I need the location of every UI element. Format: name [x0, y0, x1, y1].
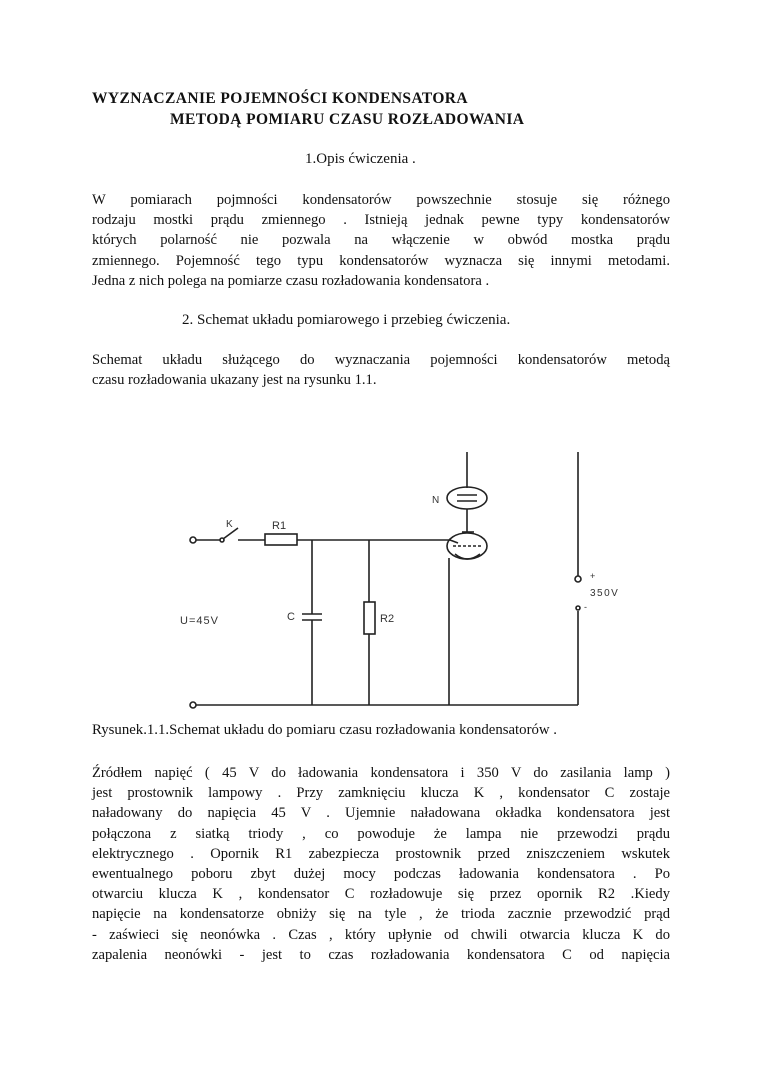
input-terminal-top	[190, 537, 196, 543]
label-n: N	[432, 495, 440, 506]
paragraph-line: połączona z siatką triody , co powoduje że lampa nie przewodzi prądu	[92, 825, 670, 842]
title-line-2: METODĄ POMIARU CZASU ROZŁADOWANIA	[170, 111, 525, 128]
title-line-1: WYZNACZANIE POJEMNOŚCI KONDENSATORA	[92, 90, 468, 107]
paragraph-line: zapalenia neonówki - jest to czas rozładowania kondensatora C od napięcia	[92, 946, 670, 963]
paragraph-line: których polarność nie pozwala na włączenie w obwód mostka prądu	[92, 232, 670, 249]
label-k: K	[226, 519, 233, 530]
section-1-heading: 1.Opis ćwiczenia .	[305, 151, 416, 167]
paragraph-line: otwarciu klucza K , kondensator C rozładowuje się przez opornik R2 .Kiedy	[92, 886, 670, 903]
resistor-r1	[265, 534, 297, 545]
paragraph-line: rodzaju mostki prądu zmiennego . Istnieją jednak pewne typy kondensatorów	[92, 212, 670, 229]
paragraph-line: naładowany do napięcia 45 V . Ujemnie naładowana okładka kondensatora jest	[92, 805, 670, 822]
label-350v: 350V	[590, 588, 620, 599]
supply-terminal-minus	[576, 606, 580, 610]
label-u-45v: U=45V	[180, 615, 219, 627]
label-r2: R2	[380, 613, 395, 625]
paragraph-line: elektrycznego . Opornik R1 zabezpiecza prostownik przed zniszczeniem wskutek	[92, 845, 670, 862]
paragraph-line: ewentualnego poboru zbyt dużej mocy podczas ładowania kondensatora . Po	[92, 865, 670, 882]
section-2-paragraph	[92, 350, 670, 390]
figure-caption: Rysunek.1.1.Schemat układu do pomiaru czasu rozładowania kondensatorów .	[92, 722, 557, 738]
label-minus: -	[584, 602, 587, 612]
input-terminal-bottom	[190, 702, 196, 708]
supply-terminal-plus	[575, 576, 581, 582]
paragraph-line: zmiennego. Pojemność tego typu kondensatorów wyznacza się innymi metodami.	[92, 252, 670, 269]
label-r1: R1	[272, 520, 287, 532]
section-3-paragraph	[92, 763, 670, 965]
paragraph-line: jest prostownik lampowy . Przy zamknięciu klucza K , kondensator C zostaje	[92, 785, 670, 802]
section-2-heading: 2. Schemat układu pomiarowego i przebieg ćwiczenia.	[182, 312, 511, 328]
paragraph-line: W pomiarach pojmności kondensatorów powszechnie stosuje się różnego	[92, 192, 670, 208]
paragraph-line: napięcie na kondensatorze obniży się na tyle , że trioda zacznie przewodzić prąd	[92, 906, 670, 923]
neon-lamp-n	[447, 487, 487, 509]
section-1-paragraph	[92, 190, 670, 291]
paragraph-line: Źródłem napięć ( 45 V do ładowania kondensatora i 350 V do zasilania lamp )	[92, 765, 670, 781]
paragraph-line: czasu rozładowania ukazany jest na rysunku 1.1.	[92, 372, 377, 389]
label-plus: +	[590, 571, 596, 581]
paragraph-line: - zaświeci się neonówka . Czas , który upłynie od chwili otwarcia klucza K do	[92, 926, 670, 943]
label-c: C	[287, 611, 295, 623]
paragraph-line: Jedna z nich polega na pomiarze czasu rozładowania kondensatora .	[92, 272, 490, 289]
resistor-r2	[364, 602, 375, 634]
circuit-diagram	[0, 440, 760, 715]
paragraph-line: Schemat układu służącego do wyznaczania pojemności kondensatorów metodą	[92, 352, 670, 368]
